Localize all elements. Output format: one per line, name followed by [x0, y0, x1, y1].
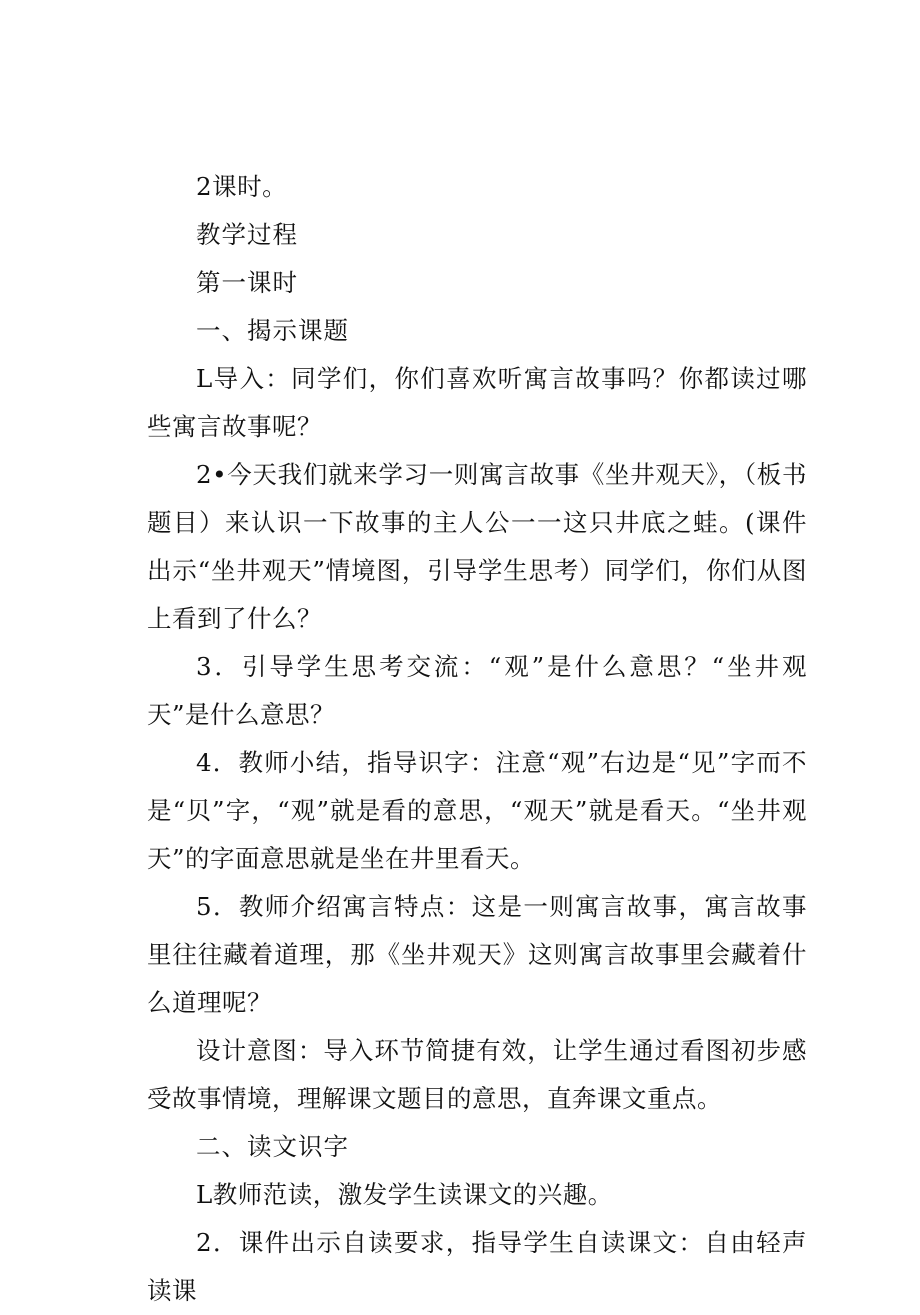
- paragraph-introduction: L导入：同学们，你们喜欢听寓言故事吗？你都读过哪些寓言故事呢？: [147, 364, 807, 441]
- paragraph-class-hours: 2课时。: [196, 172, 288, 201]
- heading-first-lesson: 第一课时: [196, 268, 298, 297]
- paragraph-teacher-summary: 4．教师小结，指导识字：注意“观”右边是“见”字而不是“贝”字，“观”就是看的意思，“观天”就是看天。“坐井观天”的字面意思就是坐在井里看天。: [147, 748, 807, 873]
- paragraph-fable-features: 5．教师介绍寓言特点：这是一则寓言故事，寓言故事里往往藏着道理，那《坐井观天》这则寓言故事里会藏着什么道理呢？: [147, 892, 807, 1017]
- paragraph-self-reading: 2．课件出示自读要求，指导学生自读课文：自由轻声读课: [147, 1228, 807, 1305]
- paragraph-guided-thinking: 3．引导学生思考交流：“观”是什么意思？“坐井观天”是什么意思？: [147, 652, 807, 729]
- paragraph-model-reading: L教师范读，激发学生读课文的兴趣。: [196, 1180, 613, 1209]
- document-body: [147, 163, 807, 1315]
- heading-reading-literacy: 二、读文识字: [196, 1132, 349, 1161]
- paragraph-design-intent: 设计意图：导入环节简捷有效，让学生通过看图初步感受故事情境，理解课文题目的意思，直奔课文重点。: [147, 1036, 807, 1113]
- heading-reveal-topic: 一、揭示课题: [196, 316, 349, 345]
- heading-teaching-process: 教学过程: [196, 220, 298, 249]
- paragraph-lesson-topic: 2•今天我们就来学习一则寓言故事《坐井观天》，（板书题目）来认识一下故事的主人公一一这只井底之蛙。(课件出示“坐井观天”情境图，引导学生思考）同学们，你们从图上看到了什么？: [147, 460, 807, 633]
